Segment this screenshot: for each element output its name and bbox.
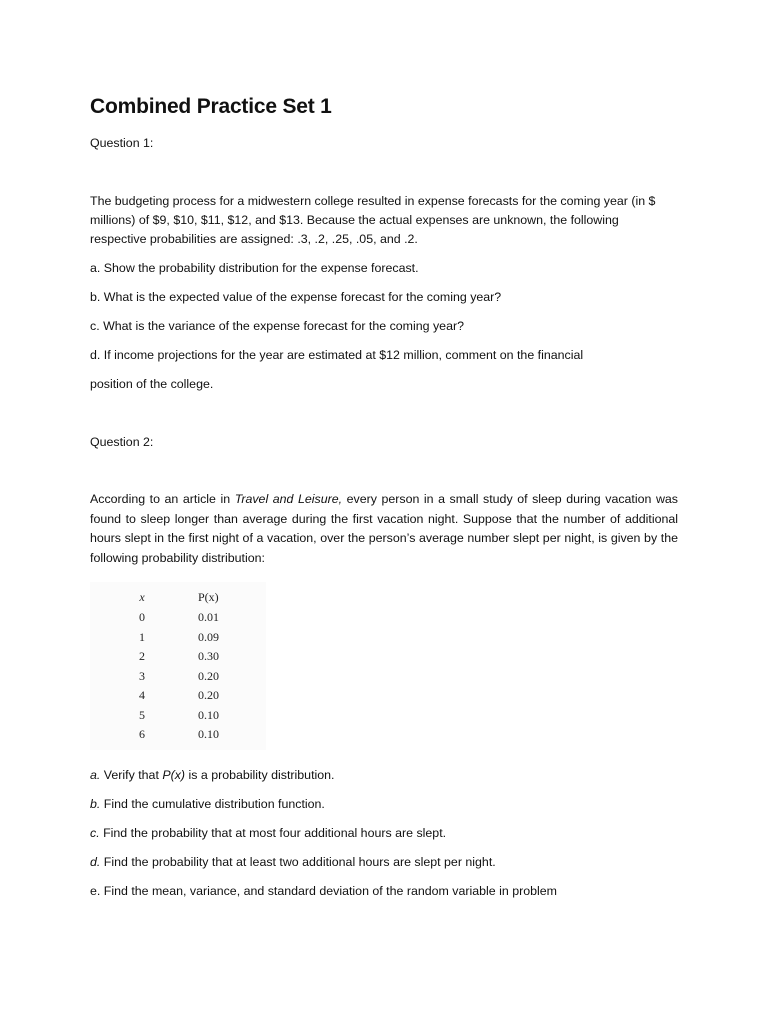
- question-2-part-a: [90, 766, 335, 786]
- probability-table: [90, 582, 266, 750]
- part-a-px: P(x): [162, 768, 186, 782]
- table-row-5-x: 5: [139, 707, 145, 722]
- question-1-part-a: a. Show the probability distribution for the expense forecast.: [90, 261, 419, 275]
- table-row-1-p: 0.09: [198, 629, 219, 644]
- document-title: Combined Practice Set 1: [90, 95, 332, 118]
- part-d-text: Find the probability that at least two additional hours are slept per night.: [100, 855, 496, 869]
- part-b-text: Find the cumulative distribution function.: [100, 797, 325, 811]
- question-2-part-c: [90, 824, 446, 844]
- question-2-intro-rest: every person in a small study of sleep during vacation was found to sleep longer than average during the first vacation night. Suppose that the number of additional hours slept in the first night of a vacation, over the person’s average number slept per night, is given by the following probability distribution:: [90, 492, 678, 565]
- table-row-2-x: 2: [139, 649, 145, 663]
- table-row-4-p: 0.20: [198, 688, 219, 702]
- table-row-3-x: 3: [139, 668, 145, 683]
- question-2-part-b: [90, 795, 325, 815]
- part-b-letter: b.: [90, 797, 101, 811]
- table-row-5-p: 0.10: [198, 707, 219, 722]
- question-1-part-d-line-2: position of the college.: [90, 377, 214, 391]
- question-2-heading: Question 2:: [90, 435, 154, 449]
- question-1-intro-line-1: The budgeting process for a midwestern college resulted in expense forecasts for the coming year (in $: [90, 194, 656, 208]
- question-2-intro: [90, 490, 678, 568]
- question-2-intro-start: According to an article in: [90, 492, 235, 506]
- question-1-part-b: b. What is the expected value of the expense forecast for the coming year?: [90, 290, 502, 304]
- part-a-text-end: is a probability distribution.: [185, 768, 335, 782]
- question-1-heading: Question 1:: [90, 136, 154, 150]
- question-2-part-e: e. Find the mean, variance, and standard deviation of the random variable in problem: [90, 884, 557, 898]
- part-c-letter: c.: [90, 826, 100, 840]
- table-row-3-p: 0.20: [198, 668, 219, 683]
- question-1-part-d-line-1: d. If income projections for the year are estimated at $12 million, comment on the financial: [90, 348, 584, 362]
- table-row-6-x: 6: [139, 727, 145, 741]
- part-d-letter: d.: [90, 855, 101, 869]
- table-header-px: P(x): [198, 590, 219, 604]
- question-2-part-d: [90, 853, 496, 873]
- question-1-intro-line-2: millions) of $9, $10, $11, $12, and $13. Because the actual expenses are unknown, the following: [90, 213, 619, 227]
- question-1-intro-line-3: respective probabilities are assigned: .3, .2, .25, .05, and .2.: [90, 232, 418, 246]
- table-row-1-x: 1: [139, 629, 145, 644]
- part-a-letter: a.: [90, 768, 101, 782]
- table-row-4-x: 4: [139, 688, 145, 702]
- table-row-2-p: 0.30: [198, 649, 219, 663]
- publication-title: Travel and Leisure,: [234, 492, 343, 506]
- table-row-0-x: 0: [139, 610, 145, 624]
- part-a-text-start: Verify that: [100, 768, 163, 782]
- question-1-part-c: c. What is the variance of the expense forecast for the coming year?: [90, 319, 464, 333]
- part-c-text: Find the probability that at most four additional hours are slept.: [99, 826, 447, 840]
- table-header-x: x: [139, 590, 145, 604]
- table-row-6-p: 0.10: [198, 727, 219, 741]
- table-row-0-p: 0.01: [198, 610, 219, 624]
